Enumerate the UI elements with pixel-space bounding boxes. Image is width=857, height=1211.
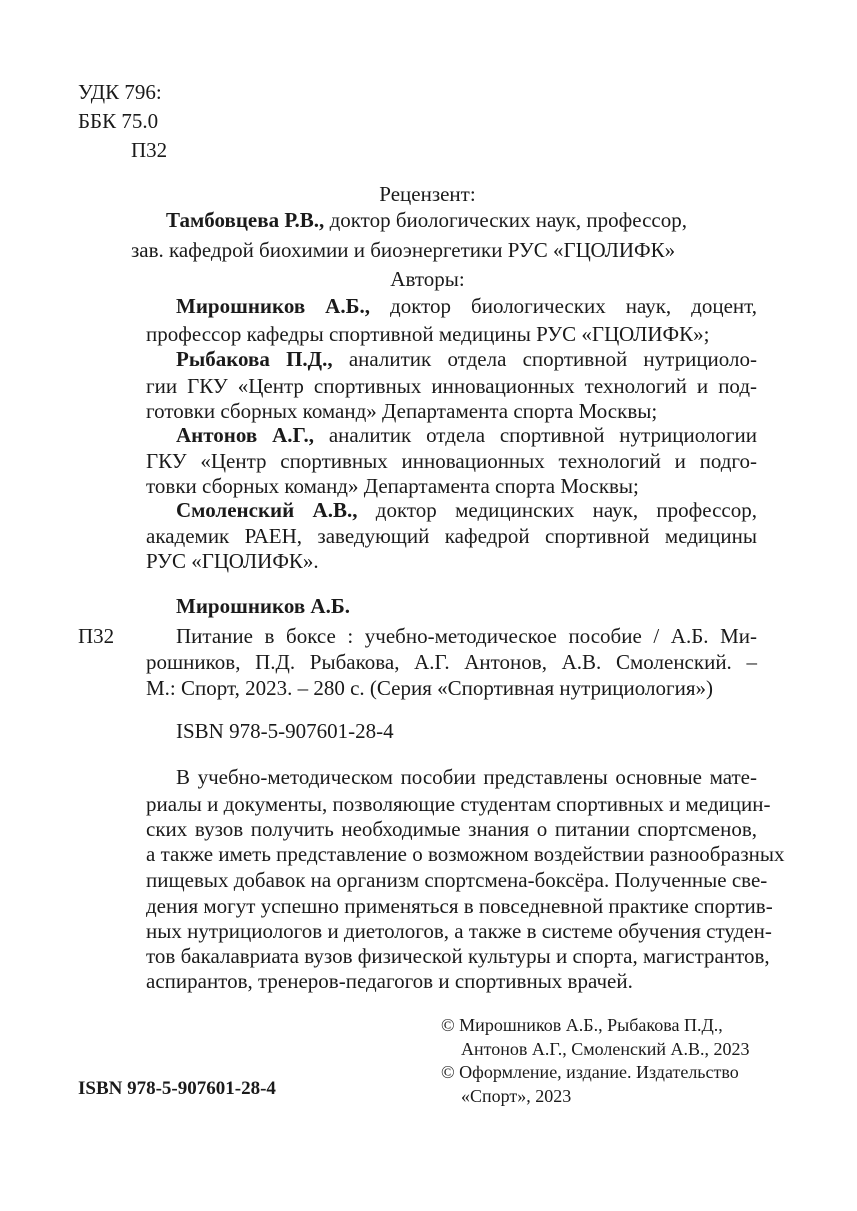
catalog-line-1: Питание в боксе : учебно-методическое пособие / А.Б. Ми-	[176, 624, 757, 648]
author-4-line-3: РУС «ГЦОЛИФК».	[146, 549, 319, 573]
author-mark: П32	[131, 138, 168, 162]
authors-heading: Авторы:	[390, 267, 465, 291]
reviewer-line-2: зав. кафедрой биохимии и биоэнергетики РУС «ГЦОЛИФК»	[131, 238, 676, 262]
abstract-line-2: риалы и документы, позволяющие студентам спортивных и медицин-	[146, 792, 771, 816]
author-3-name: Антонов А.Г.,	[176, 423, 314, 447]
author-2-desc: аналитик отдела спортивной нутрициоло-	[332, 347, 757, 371]
abstract-line-6: дения могут успешно применяться в повседневной практике спортив-	[146, 894, 773, 918]
reviewer-heading: Рецензент:	[379, 182, 476, 206]
copyright-line-1: © Мирошников А.Б., Рыбакова П.Д.,	[441, 1015, 723, 1035]
udk-code: УДК 796:	[78, 80, 162, 104]
author-2-line-2: гии ГКУ «Центр спортивных инновационных технологий и под-	[146, 374, 757, 398]
author-4-name: Смоленский А.В.,	[176, 498, 358, 522]
reviewer-name: Тамбовцева Р.В.,	[166, 208, 325, 232]
author-2-line-1	[176, 345, 757, 374]
abstract-line-9: аспирантов, тренеров-педагогов и спортивных врачей.	[146, 969, 633, 993]
reviewer-desc-1: доктор биологических наук, профессор,	[324, 208, 687, 232]
author-4-desc: доктор медицинских наук, профессор,	[357, 498, 757, 522]
author-2-name: Рыбакова П.Д.,	[176, 347, 333, 371]
author-1-name: Мирошников А.Б.,	[176, 294, 370, 318]
abstract-line-7: ных нутрициологов и диетологов, а также в системе обучения студен-	[146, 919, 772, 943]
author-3-line-2: ГКУ «Центр спортивных инновационных технологий и подго-	[146, 449, 757, 473]
catalog-main-author: Мирошников А.Б.	[176, 594, 350, 618]
copyright-line-4: «Спорт», 2023	[461, 1086, 572, 1106]
abstract-line-8: тов бакалавриата вузов физической культуры и спорта, магистрантов,	[146, 944, 770, 968]
catalog-line-2: рошников, П.Д. Рыбакова, А.Г. Антонов, А.В. Смоленский. –	[146, 650, 757, 674]
abstract-line-5: пищевых добавок на организм спортсмена-боксёра. Полученные све-	[146, 868, 768, 892]
author-4-line-1	[176, 496, 757, 525]
abstract-line-3: ских вузов получить необходимые знания о питании спортсменов,	[146, 817, 757, 841]
bbk-code: ББК 75.0	[78, 109, 159, 133]
author-4-line-2: академик РАЕН, заведующий кафедрой спортивной медицины	[146, 524, 757, 548]
author-1-desc: доктор биологических наук, доцент,	[370, 294, 758, 318]
author-2-line-3: готовки сборных команд» Департамента спорта Москвы;	[146, 399, 658, 423]
reviewer-line-1	[166, 206, 687, 235]
copyright-line-2: Антонов А.Г., Смоленский А.В., 2023	[461, 1039, 750, 1059]
catalog-line-3: М.: Спорт, 2023. – 280 с. (Серия «Спортивная нутрициология»)	[146, 676, 713, 700]
catalog-mark: П32	[78, 624, 115, 648]
author-1-line-1	[176, 292, 757, 321]
author-3-line-1	[176, 421, 757, 450]
footer-isbn: ISBN 978-5-907601-28-4	[78, 1078, 276, 1099]
author-1-line-2: профессор кафедры спортивной медицины РУС «ГЦОЛИФК»;	[146, 322, 710, 346]
abstract-line-4: а также иметь представление о возможном воздействии разнообразных	[146, 842, 785, 866]
author-3-line-3: товки сборных команд» Департамента спорта Москвы;	[146, 474, 639, 498]
author-3-desc: аналитик отдела спортивной нутрициологии	[313, 423, 757, 447]
catalog-isbn: ISBN 978-5-907601-28-4	[176, 719, 394, 743]
copyright-line-3: © Оформление, издание. Издательство	[441, 1062, 739, 1082]
abstract-line-1: В учебно-методическом пособии представлены основные мате-	[176, 765, 757, 789]
